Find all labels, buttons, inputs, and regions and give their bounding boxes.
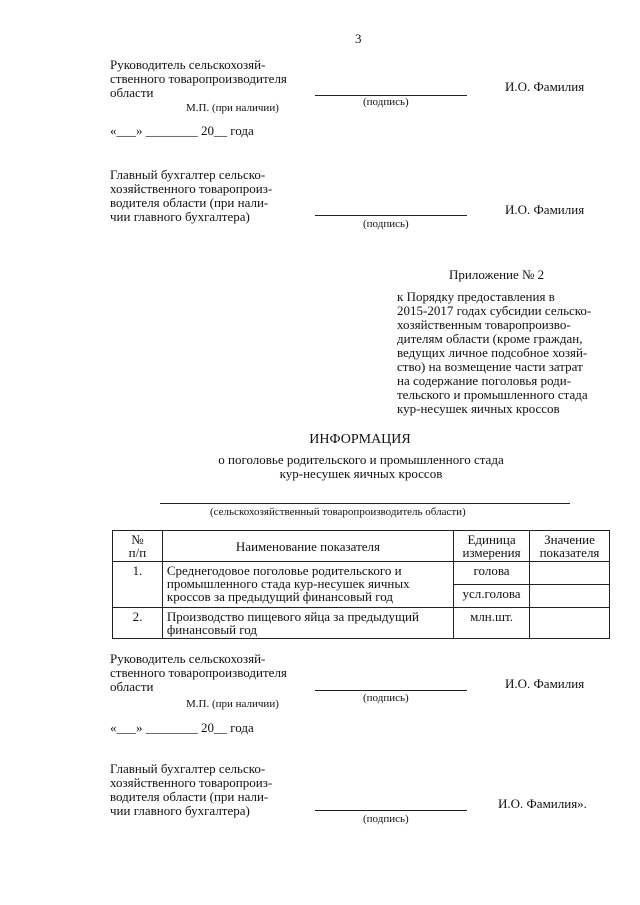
row-unit: голова <box>454 562 530 585</box>
signature-caption: (подпись) <box>363 96 409 108</box>
page-number: 3 <box>355 31 362 46</box>
seal-note: М.П. (при наличии) <box>186 102 279 114</box>
accountant-title <box>110 762 272 818</box>
head-title-line: ственного товаропроизводителя <box>110 71 287 86</box>
head-title <box>110 652 287 694</box>
head-title <box>110 58 287 100</box>
accountant-title-line: чии главного бухгалтера) <box>110 209 250 224</box>
appendix-line: 2015-2017 годах субсидии сельско- <box>397 303 592 318</box>
document-title: ИНФОРМАЦИЯ <box>309 432 411 447</box>
date-line: «___» ________ 20__ года <box>110 123 254 138</box>
subtitle-line: о поголовье родительского и промышленного стада <box>218 452 504 467</box>
header-unit: Единица измерения <box>454 531 530 562</box>
row-name: Среднегодовое поголовье родительского и промышленного стада кур-несушек яичных кроссов за предыдущий финансовый год <box>162 562 453 608</box>
signature-caption: (подпись) <box>363 813 409 825</box>
header-value: Значение показателя <box>530 531 610 562</box>
date-line: «___» ________ 20__ года <box>110 720 254 735</box>
head-title-line: Руководитель сельскохозяй- <box>110 57 266 72</box>
appendix-heading: Приложение № 2 <box>449 267 545 282</box>
signatory-name: И.О. Фамилия <box>505 676 585 691</box>
accountant-title-line: Главный бухгалтер сельско- <box>110 761 266 776</box>
signature-caption: (подпись) <box>363 218 409 230</box>
signature-caption: (подпись) <box>363 692 409 704</box>
row-num: 1. <box>113 562 163 608</box>
row-unit: млн.шт. <box>454 608 530 639</box>
head-title-line: области <box>110 679 154 694</box>
signatory-name: И.О. Фамилия <box>505 202 585 217</box>
table-row <box>113 608 610 639</box>
indicator-table <box>112 530 610 639</box>
row-unit: усл.голова <box>454 585 530 608</box>
appendix-line: ство) на возмещение части затрат <box>397 359 583 374</box>
row-value <box>530 608 610 639</box>
signatory-name: И.О. Фамилия». <box>498 796 587 811</box>
producer-line <box>160 503 570 504</box>
accountant-title-line: водителя области (при нали- <box>110 195 269 210</box>
signature-line <box>315 810 467 811</box>
appendix-line: хозяйственным товаропроизво- <box>397 317 571 332</box>
appendix-line: дителям области (кроме граждан, <box>397 331 583 346</box>
head-title-line: Руководитель сельскохозяй- <box>110 651 266 666</box>
appendix-line: ведущих личное подсобное хозяй- <box>397 345 588 360</box>
table-header-row <box>113 531 610 562</box>
appendix-line: кур-несушек яичных кроссов <box>397 401 560 416</box>
accountant-title-line: хозяйственного товаропроиз- <box>110 775 273 790</box>
appendix-text <box>397 290 591 416</box>
table-row <box>113 562 610 585</box>
signature-line <box>315 690 467 691</box>
appendix-line: к Порядку предоставления в <box>397 289 555 304</box>
row-value <box>530 585 610 608</box>
appendix-line: на содержание поголовья роди- <box>397 373 572 388</box>
accountant-title-line: Главный бухгалтер сельско- <box>110 167 266 182</box>
producer-caption: (сельскохозяйственный товаропроизводитель области) <box>210 506 466 518</box>
row-name: Производство пищевого яйца за предыдущий финансовый год <box>162 608 453 639</box>
row-value <box>530 562 610 585</box>
appendix-line: тельского и промышленного стада <box>397 387 588 402</box>
row-num: 2. <box>113 608 163 639</box>
head-title-line: ственного товаропроизводителя <box>110 665 287 680</box>
accountant-title <box>110 168 272 224</box>
document-subtitle <box>0 453 640 481</box>
signature-line <box>315 215 467 216</box>
accountant-title-line: хозяйственного товаропроиз- <box>110 181 273 196</box>
seal-note: М.П. (при наличии) <box>186 698 279 710</box>
head-title-line: области <box>110 85 154 100</box>
header-num: № п/п <box>113 531 163 562</box>
accountant-title-line: чии главного бухгалтера) <box>110 803 250 818</box>
subtitle-line: кур-несушек яичных кроссов <box>279 466 443 481</box>
header-name: Наименование показателя <box>162 531 453 562</box>
signatory-name: И.О. Фамилия <box>505 79 585 94</box>
accountant-title-line: водителя области (при нали- <box>110 789 269 804</box>
